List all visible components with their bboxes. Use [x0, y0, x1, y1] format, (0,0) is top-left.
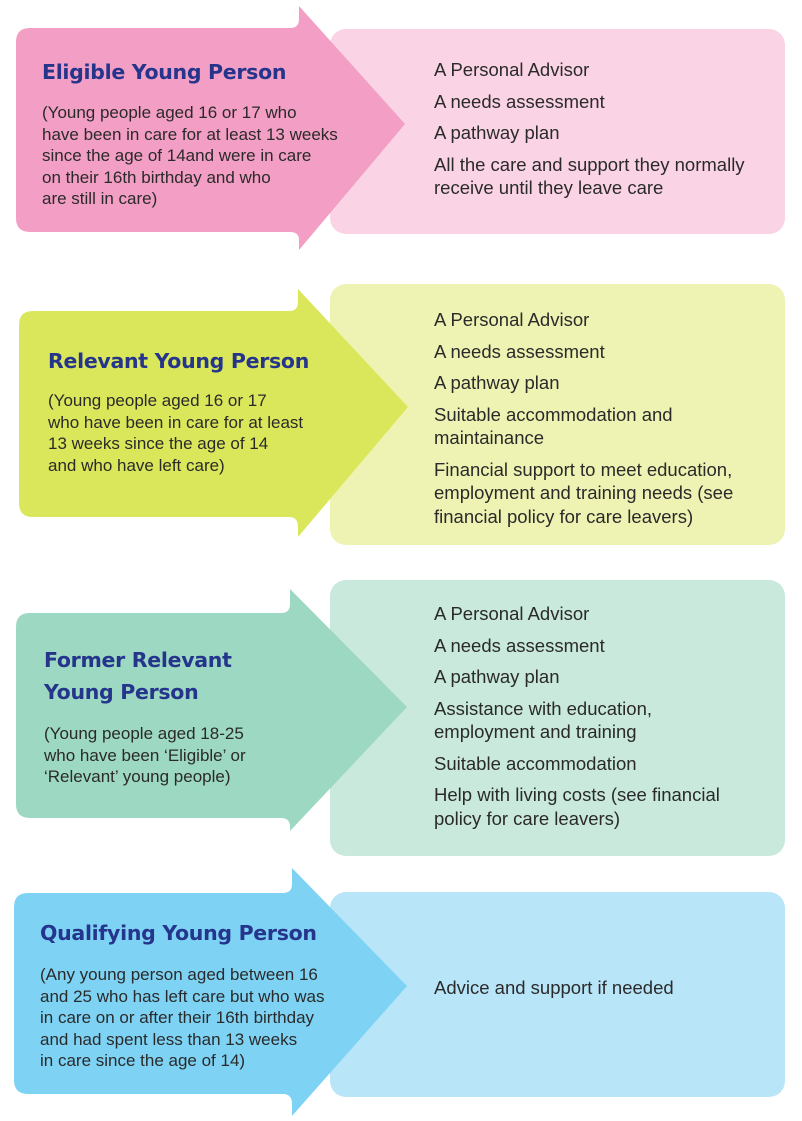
entitlement-item: A Personal Advisor [434, 59, 590, 80]
entitlement-item: Suitable accommodation and maintainance [434, 403, 673, 448]
entitlement-item: Assistance with education, employment and training [434, 697, 653, 742]
category-title: Qualifying Young Person [40, 921, 317, 945]
entitlement-item: Financial support to meet education, employment and training needs (see financial policy for care leavers) [434, 458, 734, 527]
entitlements-list [434, 976, 674, 1008]
category-title: Eligible Young Person [42, 60, 287, 84]
category-description: (Any young person aged between 16 and 25 who has left care but who was in care on or after their 16th birthday and had spent less than 13 weeks in care since the age of 14) [40, 965, 325, 1070]
entitlement-item: A pathway plan [434, 372, 560, 393]
category-description: (Young people aged 18-25 who have been ‘Eligible’ or ‘Relevant’ young people) [44, 724, 246, 786]
entitlement-item: A pathway plan [434, 122, 560, 143]
entitlement-item: Advice and support if needed [434, 977, 674, 998]
entitlement-item: A Personal Advisor [434, 309, 590, 330]
category-description: (Young people aged 16 or 17 who have been in care for at least 13 weeks since the age of 14and were in care on their 16th birthday and who are still in care) [42, 103, 338, 208]
entitlement-item: A needs assessment [434, 634, 605, 656]
category-title: Former Relevant Young Person [44, 648, 232, 704]
entitlement-item: Suitable accommodation [434, 752, 637, 774]
entitlement-item: Help with living costs (see financial policy for care leavers) [434, 784, 720, 829]
entitlement-item: A pathway plan [434, 666, 560, 687]
entitlement-item: A needs assessment [434, 340, 605, 362]
category-description: (Young people aged 16 or 17 who have been in care for at least 13 weeks since the age of 14 and who have left care) [48, 391, 304, 475]
entitlement-item: A needs assessment [434, 90, 605, 112]
entitlement-item: All the care and support they normally receive until they leave care [434, 153, 745, 198]
entitlement-item: A Personal Advisor [434, 603, 590, 624]
category-title: Relevant Young Person [48, 349, 310, 373]
